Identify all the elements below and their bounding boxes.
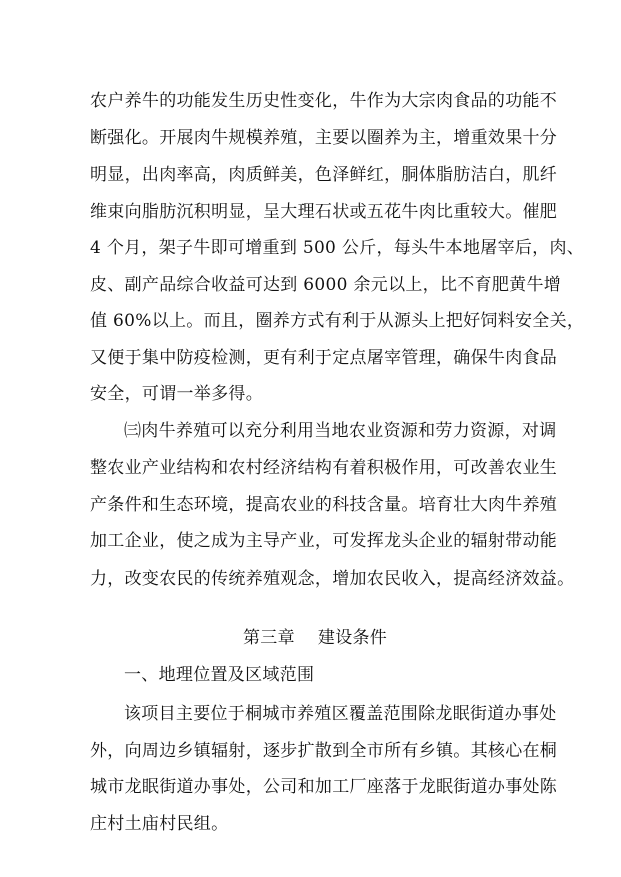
paragraph-line: 安全，可谓一举多得。: [90, 384, 263, 404]
paragraph-line: 皮、副产品综合收益可达到 6000 余元以上，比不育肥黄牛增: [90, 275, 562, 295]
paragraph-line: 该项目主要位于桐城市养殖区覆盖范围除龙眠街道办事处: [124, 704, 557, 724]
paragraph-line: 外，向周边乡镇辐射，逐步扩散到全市所有乡镇。其核心在桐: [90, 741, 558, 761]
paragraph-line: 加工企业，使之成为主导产业，可发挥龙头企业的辐射带动能: [90, 531, 558, 551]
paragraph-line: ㈢肉牛养殖可以充分利用当地农业资源和劳力资源，对调: [124, 421, 557, 441]
paragraph-line: 明显，出肉率高，肉质鲜美，色泽鲜红，胴体脂肪洁白，肌纤: [90, 165, 558, 185]
paragraph-line: 又便于集中防疫检测，更有利于定点屠宰管理，确保牛肉食品: [90, 348, 558, 368]
chapter-title: 第三章 建设条件: [243, 628, 388, 648]
paragraph-line: 维束向脂肪沉积明显，呈大理石状或五花牛肉比重较大。催肥: [90, 202, 558, 222]
section-title: 一、地理位置及区域范围: [124, 665, 315, 685]
paragraph-line: 产条件和生态环境，提高农业的科技含量。培育壮大肉牛养殖: [90, 495, 558, 515]
paragraph-line: 力，改变农民的传统养殖观念，增加农民收入，提高经济效益。: [90, 569, 575, 589]
paragraph-line: 庄村土庙村民组。: [90, 814, 229, 834]
paragraph-line: 值 60%以上。而且，圈养方式有利于从源头上把好饲料安全关，: [90, 311, 585, 331]
paragraph-line: 整农业产业结构和农村经济结构有着积极作用，可改善农业生: [90, 458, 558, 478]
paragraph-line: 农户养牛的功能发生历史性变化，牛作为大宗肉食品的功能不: [90, 91, 558, 111]
paragraph-line: 城市龙眠街道办事处，公司和加工厂座落于龙眠街道办事处陈: [90, 777, 558, 797]
paragraph-line: 4 个月，架子牛即可增重到 500 公斤，每头牛本地屠宰后，肉、: [90, 238, 585, 258]
paragraph-line: 断强化。开展肉牛规模养殖，主要以圈养为主，增重效果十分: [90, 128, 558, 148]
